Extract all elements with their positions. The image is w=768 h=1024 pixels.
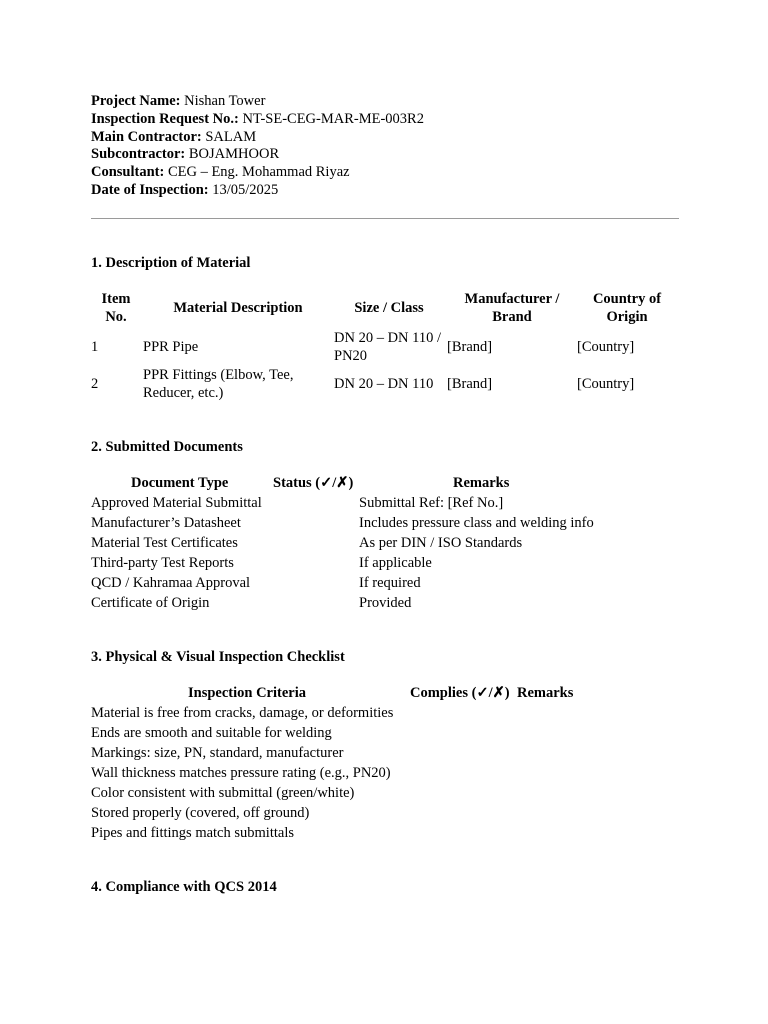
table-cell: DN 20 – DN 110 [334,376,434,392]
table-cell: Approved Material Submittal [91,495,262,511]
inspection-date-line [91,182,679,200]
column-header: Complies (✓/✗) [410,685,510,701]
consultant-line [91,164,679,182]
table-row [91,535,679,555]
table-cell: Pipes and fittings match submittals [91,825,294,841]
project-name-value: Nishan Tower [180,93,266,109]
table-row [91,705,679,725]
subcontractor-value: BOJAMHOOR [185,146,280,163]
column-header: Material Description [173,300,303,316]
table-cell: QCD / Kahramaa Approval [91,575,251,591]
main-contractor-line [91,129,679,147]
table-cell: PPR Pipe [143,339,199,355]
section-heading: 1. Description of Material [91,255,251,271]
column-header: Manufacturer / Brand [464,291,560,325]
inspection-request-value: NT-SE-CEG-MAR-ME-003R2 [238,110,424,127]
column-header: Status (✓/✗) [273,475,354,491]
table-cell: Ends are smooth and suitable for welding [91,725,332,741]
column-header: Remarks [453,475,510,491]
column-header: Document Type [131,475,229,491]
field-label: Inspection Request No.: [91,110,239,127]
table-row [91,575,679,595]
field-label: Project Name: [91,93,181,109]
table-cell: [Brand] [447,339,493,355]
project-info [91,93,679,200]
table-cell: Manufacturer’s Datasheet [91,515,241,531]
table-row [91,495,679,515]
inspection-request-line [91,111,679,129]
table-cell: Third-party Test Reports [91,555,234,571]
table-row [91,515,679,535]
table-cell: PPR Fittings (Elbow, Tee, Reducer, etc.) [143,367,294,401]
table-row [91,595,679,615]
field-label: Date of Inspection: [91,181,209,198]
table-cell: If required [359,575,421,591]
table-row [91,825,679,845]
table-cell: DN 20 – DN 110 / PN20 [334,330,442,364]
table-row [91,745,679,765]
table-cell: Color consistent with submittal (green/white) [91,785,355,801]
column-header: Inspection Criteria [188,685,306,701]
field-label: Consultant: [91,164,165,181]
table-row [91,805,679,825]
column-header: Country of Origin [592,291,662,325]
table-cell: Includes pressure class and welding info [359,515,594,531]
table-row [91,725,679,745]
table-cell: Markings: size, PN, standard, manufacturer [91,745,344,761]
horizontal-divider [91,218,679,219]
inspection-date-value: 13/05/2025 [208,181,279,198]
section-heading: 4. Compliance with QCS 2014 [91,879,277,895]
table-cell: 1 [91,339,99,355]
table-cell: 2 [91,376,99,392]
consultant-value: CEG – Eng. Mohammad Riyaz [164,164,350,181]
table-cell: Certificate of Origin [91,595,210,611]
field-label: Main Contractor: [91,128,202,145]
table-cell: Submittal Ref: [Ref No.] [359,495,504,511]
column-header: Remarks [517,685,574,701]
table-cell: As per DIN / ISO Standards [359,535,523,551]
table-row [91,765,679,785]
project-name-line [91,93,679,111]
section-heading: 3. Physical & Visual Inspection Checklist [91,649,345,665]
field-label: Subcontractor: [91,146,186,163]
subcontractor-line [91,146,679,164]
section-heading: 2. Submitted Documents [91,439,243,455]
column-header: Item No. [101,291,131,325]
table-row [91,785,679,805]
table-cell: Material is free from cracks, damage, or deformities [91,705,394,721]
column-header: Size / Class [354,300,424,316]
table-cell: [Country] [577,376,635,392]
table-cell: [Country] [577,339,635,355]
table-row [91,555,679,575]
table-cell: If applicable [359,555,432,571]
table-cell: Provided [359,595,412,611]
table-cell: Material Test Certificates [91,535,238,551]
table-cell: Stored properly (covered, off ground) [91,805,310,821]
table-cell: [Brand] [447,376,493,392]
table-cell: Wall thickness matches pressure rating (e.g., PN20) [91,765,391,781]
main-contractor-value: SALAM [201,128,257,145]
